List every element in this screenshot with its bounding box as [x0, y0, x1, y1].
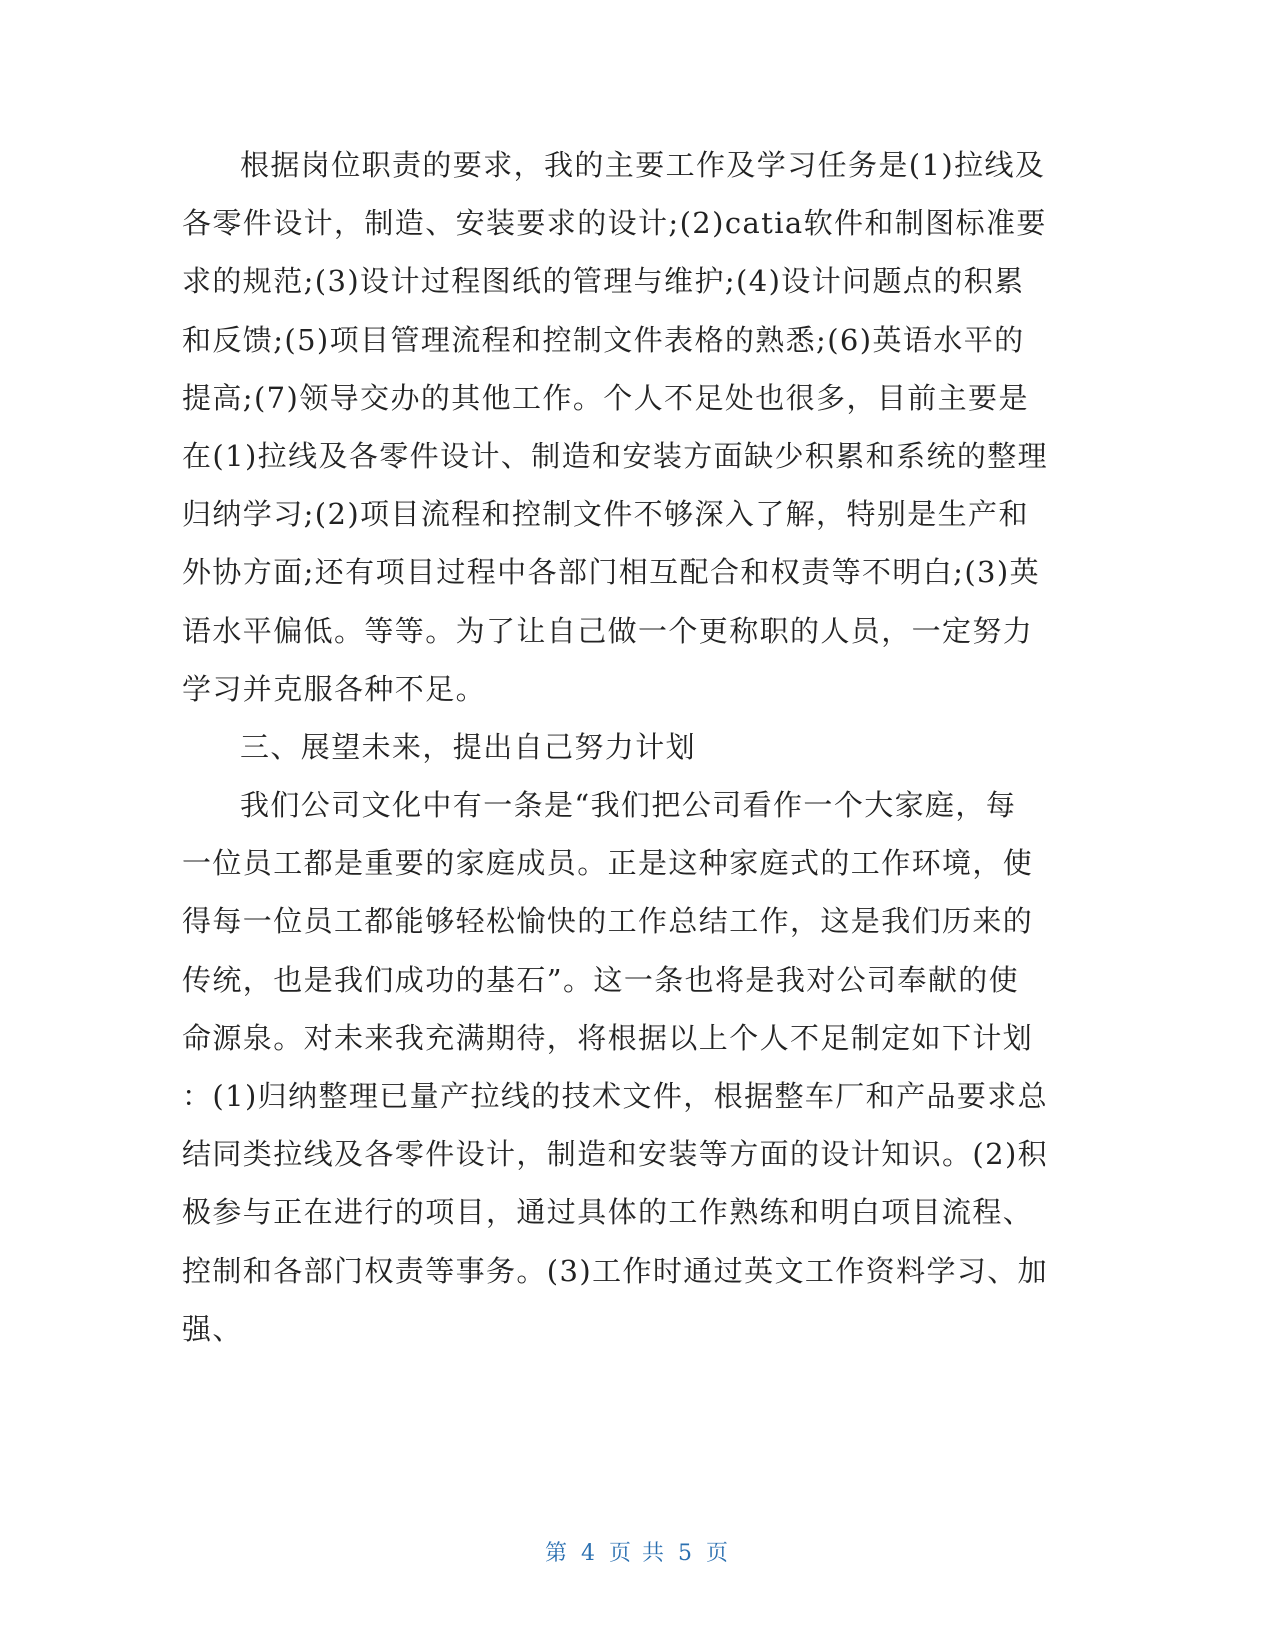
footer-suffix: 页: [706, 1541, 731, 1566]
text-line: 提高;(7)领导交办的其他工作。个人不足处也很多，目前主要是: [182, 380, 1029, 415]
text-line: 强、: [182, 1311, 243, 1346]
current-page-number: 4: [581, 1541, 597, 1566]
text-line: 归纳学习;(2)项目流程和控制文件不够深入了解，特别是生产和: [182, 497, 1029, 532]
paragraph-future-plan: [182, 776, 1049, 1358]
page-number-footer: [0, 1536, 1275, 1567]
text-line: 控制和各部门权责等事务。(3)工作时通过英文工作资料学习、加: [182, 1253, 1049, 1288]
text-line: 在(1)拉线及各零件设计、制造和安装方面缺少积累和系统的整理: [182, 438, 1049, 473]
text-line: 得每一位员工都能够轻松愉快的工作总结工作，这是我们历来的: [182, 904, 1034, 939]
text-line: 学习并克服各种不足。: [182, 671, 487, 706]
text-line: ：(1)归纳整理已量产拉线的技术文件，根据整车厂和产品要求总: [182, 1079, 1049, 1113]
total-pages-number: 5: [678, 1541, 694, 1566]
section-heading: 三、展望未来，提出自己努力计划: [240, 729, 697, 764]
text-line: 语水平偏低。等等。为了让自己做一个更称职的人员，一定努力: [182, 613, 1034, 648]
text-line: 根据岗位职责的要求，我的主要工作及学习任务是(1)拉线及: [240, 148, 1046, 182]
text-line: 命源泉。对未来我充满期待，将根据以上个人不足制定如下计划: [182, 1020, 1034, 1055]
document-body: [182, 136, 1049, 1358]
text-line: 结同类拉线及各零件设计，制造和安装等方面的设计知识。(2)积: [182, 1137, 1049, 1172]
text-line: 传统，也是我们成功的基石”。这一条也将是我对公司奉献的使: [182, 962, 1020, 997]
paragraph-responsibilities: [182, 136, 1049, 718]
text-line: 外协方面;还有项目过程中各部门相互配合和权责等不明白;(3)英: [182, 555, 1041, 590]
text-line: 我们公司文化中有一条是“我们把公司看作一个大家庭，每: [240, 788, 1017, 823]
text-line: 各零件设计，制造、安装要求的设计;(2)catia软件和制图标准要: [182, 206, 1047, 241]
footer-middle: 页 共: [609, 1541, 666, 1566]
text-line: 一位员工都是重要的家庭成员。正是这种家庭式的工作环境，使: [182, 846, 1034, 881]
text-line: 求的规范;(3)设计过程图纸的管理与维护;(4)设计问题点的积累: [182, 264, 1025, 299]
footer-prefix: 第: [544, 1541, 569, 1566]
text-line: 和反馈;(5)项目管理流程和控制文件表格的熟悉;(6)英语水平的: [182, 322, 1025, 357]
text-line: 极参与正在进行的项目，通过具体的工作熟练和明白项目流程、: [182, 1195, 1034, 1230]
